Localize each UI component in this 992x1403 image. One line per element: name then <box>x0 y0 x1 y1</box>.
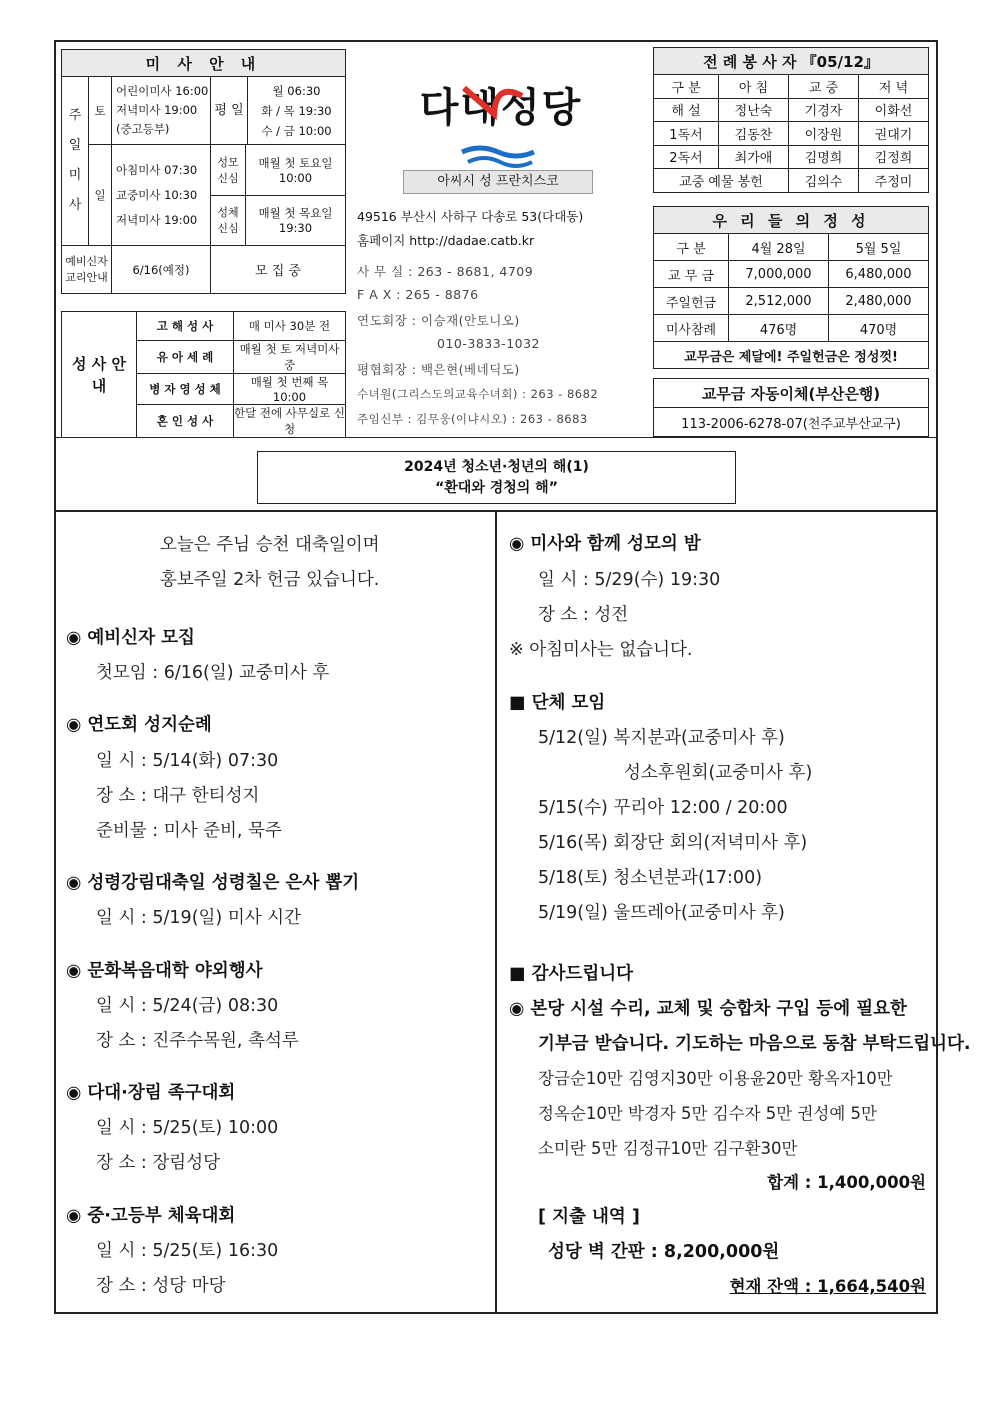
parish-homepage[interactable]: 홈페이지 http://dadae.catb.kr <box>357 233 535 248</box>
staff-header: 저 녁 <box>859 75 929 99</box>
section-title: ■ 감사드립니다 <box>509 964 634 984</box>
offer-cell: 2,480,000 <box>829 288 929 315</box>
donor-line: 장금순10만 김영지30만 이용윤20만 황옥자10만 <box>538 1069 893 1088</box>
sacrament-label: 성 사 안 내 <box>62 312 137 438</box>
section-line: 장 소 : 성당 마당 <box>96 1276 226 1296</box>
section-title: ◉ 연도회 성지순례 <box>66 715 212 735</box>
catechumen-date: 6/16(예정) <box>112 246 211 294</box>
staff-header: 교 중 <box>789 75 859 99</box>
parish-patron: 아씨시 성 프란치스코 <box>403 170 593 194</box>
staff-cell: 2독서 <box>654 145 719 169</box>
sacrament-name: 혼 인 성 사 <box>137 405 234 438</box>
sunday-label: 일 <box>89 145 112 246</box>
parish-logo-mark <box>444 74 564 168</box>
council-president: 평협회장 : 백은현(베네딕도) <box>357 362 520 377</box>
offer-cell: 6,480,000 <box>829 261 929 288</box>
offer-cell: 주일헌금 <box>654 288 729 315</box>
office-phone: 사 무 실 : 263 - 8681, 4709 <box>357 264 534 279</box>
column-divider <box>495 510 497 1314</box>
staff-cell: 김정희 <box>859 145 929 169</box>
section-note: ※ 아침미사는 없습니다. <box>509 640 693 660</box>
section-line: 장 소 : 진주수목원, 촉석루 <box>96 1031 299 1051</box>
theme-line2: “환대와 경청의 해” <box>435 480 558 496</box>
staff-header: 아 침 <box>719 75 789 99</box>
offer-cell: 2,512,000 <box>729 288 829 315</box>
staff-cell: 주정미 <box>859 169 929 193</box>
sacrament-table <box>61 311 346 438</box>
autopay-account: 113-2006-6278-07(천주교부산교구) <box>654 408 929 437</box>
convent-phone: 수녀원(그리스도의교육수녀회) : 263 - 8682 <box>357 387 599 401</box>
offer-header: 구 분 <box>654 234 729 261</box>
staff-cell: 정난숙 <box>719 98 789 122</box>
donation-paragraph: ◉ 본당 시설 수리, 교체 및 승합차 구입 등에 필요한 <box>509 999 907 1019</box>
pastor-phone: 주임신부 : 김무웅(이냐시오) : 263 - 8683 <box>357 412 588 426</box>
donor-line: 정옥순10만 박경자 5만 김수자 5만 권성예 5만 <box>538 1104 877 1123</box>
sacrament-value: 매월 첫 토 저녁미사 중 <box>234 341 346 374</box>
saturday-times: 어린이미사 16:00 저녁미사 19:00 (중고등부) <box>112 77 211 145</box>
section-line: 일 시 : 5/25(토) 10:00 <box>96 1118 279 1138</box>
group-meeting-item: 5/19(일) 울뜨레아(교중미사 후) <box>538 903 785 923</box>
devotion1-value: 매월 첫 토요일 10:00 <box>246 145 346 195</box>
elders-phone: 010-3833-1032 <box>437 336 541 351</box>
donor-line: 소미란 5만 김정규10만 김구환30만 <box>538 1139 798 1158</box>
section-title: ◉ 중·고등부 체육대회 <box>66 1206 236 1226</box>
section-title: ◉ 예비신자 모집 <box>66 628 195 648</box>
sacrament-value: 매월 첫 번째 목 10:00 <box>234 374 346 405</box>
section-line: 일 시 : 5/29(수) 19:30 <box>538 570 721 590</box>
sacrament-name: 유 아 세 례 <box>137 341 234 374</box>
offer-cell: 교 무 금 <box>654 261 729 288</box>
offerings-table <box>653 206 929 369</box>
staff-cell: 기경자 <box>789 98 859 122</box>
devotion2-value: 매월 첫 목요일 19:30 <box>258 206 333 236</box>
parish-address: 49516 부산시 사하구 다송로 53(다대동) <box>357 209 584 224</box>
staff-cell: 김동찬 <box>719 122 789 146</box>
offer-header: 5월 5일 <box>829 234 929 261</box>
section-title: ◉ 문화복음대학 야외행사 <box>66 961 263 981</box>
section-line: 준비물 : 미사 준비, 묵주 <box>96 821 282 841</box>
intro-line2: 홍보주일 2차 헌금 있습니다. <box>160 570 380 590</box>
catechumen-label: 예비신자 교리안내 <box>62 246 112 294</box>
staff-cell: 이화선 <box>859 98 929 122</box>
sacrament-value: 매 미사 30분 전 <box>234 312 346 341</box>
weekday-times: 월 06:30 화 / 목 19:30 수 / 금 10:00 <box>248 77 346 145</box>
offer-cell: 미사참례 <box>654 315 729 342</box>
offer-cell: 7,000,000 <box>729 261 829 288</box>
staff-cell: 권대기 <box>859 122 929 146</box>
offer-cell: 476명 <box>729 315 829 342</box>
catechumen-status: 모 집 중 <box>211 246 346 294</box>
offerings-note: 교무금은 제달에! 주일헌금은 정성껏! <box>654 342 929 369</box>
section-line: 일 시 : 5/24(금) 08:30 <box>96 996 279 1016</box>
elders-president: 연도회장 : 이승재(안토니오) <box>357 313 520 328</box>
weekday-label: 평 일 <box>211 77 248 145</box>
sunday-mass-label: 주 일 미 사 <box>62 77 89 246</box>
staff-header: 구 분 <box>654 75 719 99</box>
expense-line: 성당 벽 간판 : 8,200,000원 <box>548 1242 780 1262</box>
section-title: ◉ 다대·장림 족구대회 <box>66 1083 236 1103</box>
staff-cell: 이장원 <box>789 122 859 146</box>
staff-cell: 김명희 <box>789 145 859 169</box>
intro-line1: 오늘은 주님 승천 대축일이며 <box>160 535 380 555</box>
group-meeting-item: 5/16(목) 회장단 회의(저녁미사 후) <box>538 833 808 853</box>
sacrament-name: 고 해 성 사 <box>137 312 234 341</box>
fax-number: F A X : 265 - 8876 <box>357 287 479 302</box>
donation-paragraph: 기부금 받습니다. 기도하는 마음으로 동참 부탁드립니다. <box>538 1034 971 1054</box>
group-meeting-item: 5/18(토) 청소년분과(17:00) <box>538 868 763 888</box>
section-line: 장 소 : 장림성당 <box>96 1153 221 1173</box>
yearly-theme-box <box>257 451 736 504</box>
staff-title: 전 례 봉 사 자 『05/12』 <box>654 48 929 75</box>
group-meeting-item: 성소후원회(교중미사 후) <box>624 763 813 783</box>
section-title: ■ 단체 모임 <box>509 693 606 713</box>
current-balance: 현재 잔액 : 1,664,540원 <box>729 1277 926 1296</box>
offer-cell: 470명 <box>829 315 929 342</box>
offer-header: 4월 28일 <box>729 234 829 261</box>
section-title: ◉ 미사와 함께 성모의 밤 <box>509 534 701 554</box>
staff-cell: 최가애 <box>719 145 789 169</box>
staff-cell: 1독서 <box>654 122 719 146</box>
section-line: 일 시 : 5/25(토) 16:30 <box>96 1241 279 1261</box>
mass-schedule-table <box>61 49 346 294</box>
expense-title: [ 지출 내역 ] <box>538 1207 640 1227</box>
group-meeting-item: 5/12(일) 복지분과(교중미사 후) <box>538 728 785 748</box>
group-meeting-item: 5/15(수) 꾸리아 12:00 / 20:00 <box>538 798 788 818</box>
sunday-times: 아침미사 07:30 교중미사 10:30 저녁미사 19:00 <box>112 145 211 246</box>
theme-line1: 2024년 청소년·청년의 해(1) <box>404 459 589 475</box>
section-title: ◉ 성령강림대축일 성령칠은 은사 뽑기 <box>66 873 360 893</box>
section-line: 일 시 : 5/14(화) 07:30 <box>96 751 279 771</box>
saturday-label: 토 <box>89 77 112 145</box>
devotion2-label: 성체 신심 <box>211 195 246 245</box>
parish-logo-title: 다대성당 <box>419 85 583 131</box>
sacrament-value: 한달 전에 사무실로 신청 <box>234 406 345 436</box>
mass-title: 미 사 안 내 <box>62 50 346 77</box>
autopay-table <box>653 378 929 437</box>
section-line: 일 시 : 5/19(일) 미사 시간 <box>96 908 301 928</box>
sacrament-name: 병 자 영 성 체 <box>137 374 234 405</box>
donation-total: 합계 : 1,400,000원 <box>767 1173 926 1192</box>
offering-label: 교중 예물 봉헌 <box>654 169 789 193</box>
section-line: 장 소 : 성전 <box>538 605 629 625</box>
section-line: 장 소 : 대구 한티성지 <box>96 786 260 806</box>
staff-cell: 김의수 <box>789 169 859 193</box>
staff-cell: 해 설 <box>654 98 719 122</box>
liturgy-staff-table <box>653 47 929 193</box>
section-line: 첫모임 : 6/16(일) 교중미사 후 <box>96 663 330 683</box>
devotion1-label: 성모 신심 <box>211 145 246 195</box>
offerings-title: 우 리 들 의 정 성 <box>654 207 929 234</box>
autopay-title: 교무금 자동이체(부산은행) <box>654 379 929 408</box>
